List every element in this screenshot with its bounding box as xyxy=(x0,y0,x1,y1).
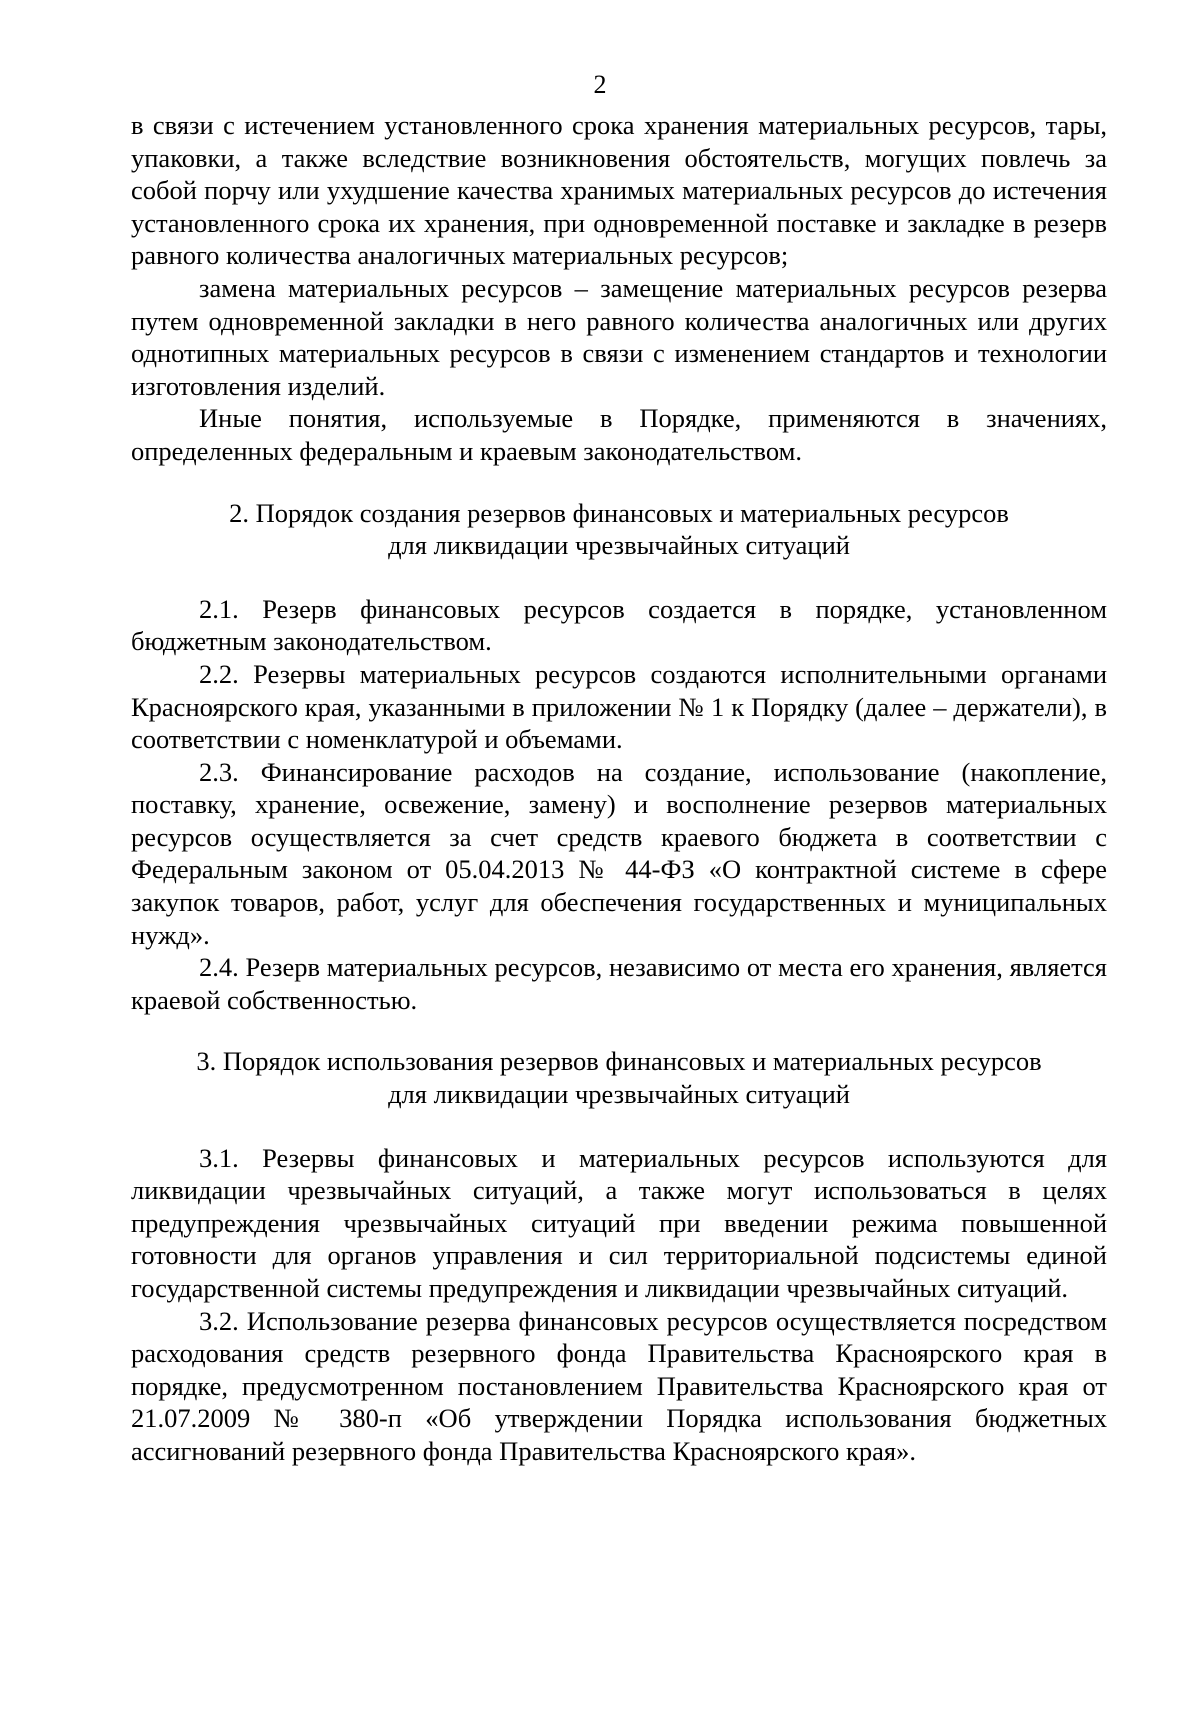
paragraph-2-4: 2.4. Резерв материальных ресурсов, независимо от места его хранения, является краевой собственностью. xyxy=(131,952,1107,1015)
paragraph-other-terms: Иные понятия, используемые в Порядке, применяются в значениях, определенных федеральным и краевым законодательством. xyxy=(131,403,1107,466)
paragraph-replacement-definition: замена материальных ресурсов – замещение материальных ресурсов резерва путем одновременной закладки в него равного количества аналогичных или других однотипных материальных ресурсов в связи с изменением стандартов и технологии изготовления изделий. xyxy=(131,272,1107,401)
page-number: 2 xyxy=(593,70,607,99)
paragraph-2-2: 2.2. Резервы материальных ресурсов создаются исполнительными органами Красноярского края, указанными в приложении № 1 к Порядку (далее – держатели), в соответствии с номенклатурой и объемами. xyxy=(131,658,1107,755)
paragraph-2-3: 2.3. Финансирование расходов на создание, использование (накопление, поставку, хранение, освежение, замену) и восполнение резервов материальных ресурсов осуществляется за счет средств краевого бюджета в соответствии с Федеральным законом от 05.04.2013 № 44-ФЗ «О контрактной системе в сфере закупок товаров, работ, услуг для обеспечения государственных и муниципальных нужд». xyxy=(131,756,1107,950)
section-2-heading-line-1: 2. Порядок создания резервов финансовых и материальных ресурсов xyxy=(229,497,1009,528)
document-body xyxy=(131,109,1107,1468)
paragraph-3-1: 3.1. Резервы финансовых и материальных ресурсов используются для ликвидации чрезвычайных ситуаций, а также могут использоваться в целях предупреждения чрезвычайных ситуаций при введении режима повышенной готовности для органов управления и сил территориальной подсистемы единой государственной системы предупреждения и ликвидации чрезвычайных ситуаций. xyxy=(131,1142,1107,1303)
section-2-heading xyxy=(131,497,1107,562)
section-3-heading-line-1: 3. Порядок использования резервов финансовых и материальных ресурсов xyxy=(196,1046,1042,1077)
section-3-body xyxy=(131,1142,1107,1468)
paragraph-intro-continuation: в связи с истечением установленного срока хранения материальных ресурсов, тары, упаковки, а также вследствие возникновения обстоятельств, могущих повлечь за собой порчу или ухудшение качества хранимых материальных ресурсов до истечения установленного срока их хранения, при одновременной поставке и закладке в резерв равного количества аналогичных материальных ресурсов; xyxy=(131,110,1107,271)
paragraph-2-1: 2.1. Резерв финансовых ресурсов создается в порядке, установленном бюджетным законодательством. xyxy=(131,593,1107,657)
section-2-body xyxy=(131,593,1107,1017)
section-3-heading-line-2: для ликвидации чрезвычайных ситуаций xyxy=(388,1079,850,1110)
section-2-heading-line-2: для ликвидации чрезвычайных ситуаций xyxy=(388,530,850,561)
paragraph-3-2: 3.2. Использование резерва финансовых ресурсов осуществляется посредством расходования средств резервного фонда Правительства Красноярского края в порядке, предусмотренном постановлением Правительства Красноярского края от 21.07.2009 № 380-п «Об утверждении Порядка использования бюджетных ассигнований резервного фонда Правительства Красноярского края». xyxy=(131,1305,1107,1466)
section-3-heading xyxy=(131,1045,1107,1110)
